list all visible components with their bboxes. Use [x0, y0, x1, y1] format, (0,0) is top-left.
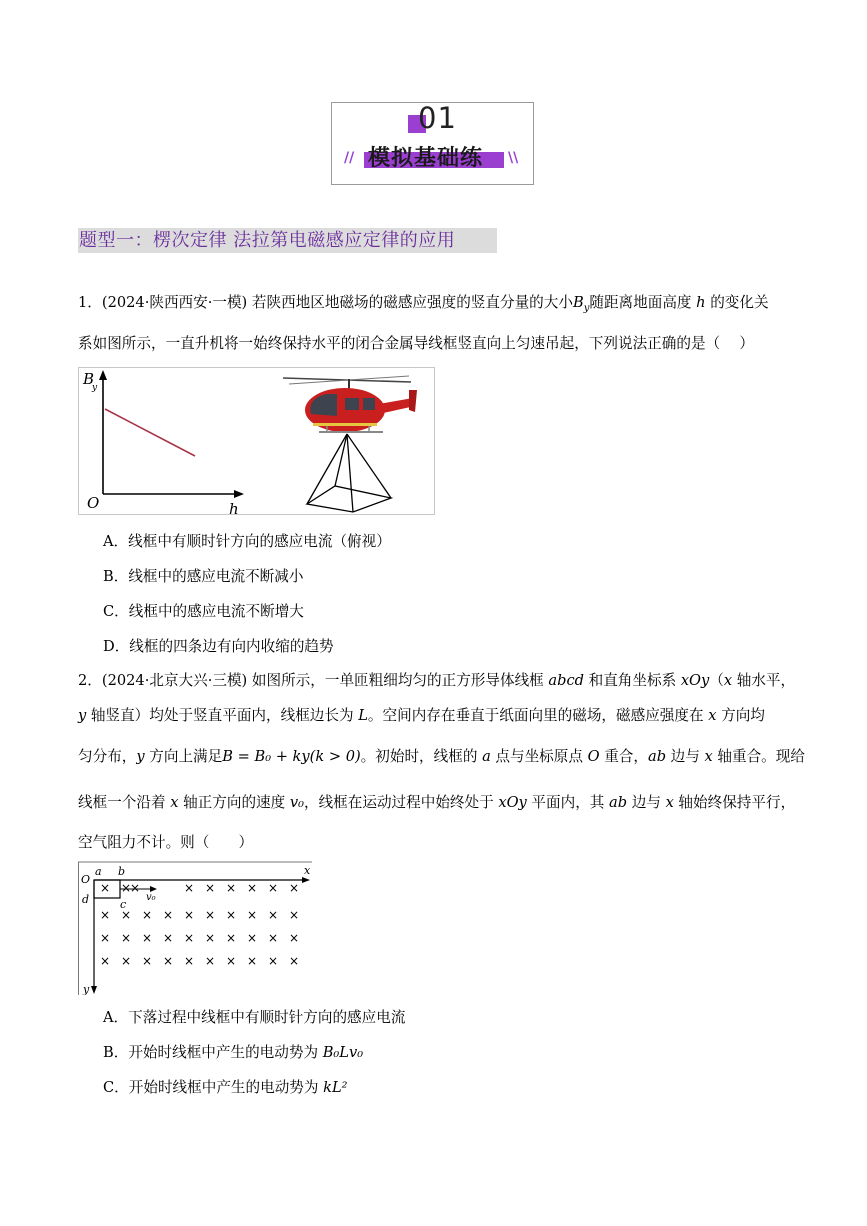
field-cross-mark: ×	[247, 954, 258, 968]
q1-option-a[interactable]: A．线框中有顺时针方向的感应电流（俯视）	[103, 533, 391, 550]
field-cross-mark: ×	[226, 931, 237, 945]
field-cross-mark: ×	[142, 931, 153, 945]
x-axis-arrow	[302, 877, 310, 883]
field-cross-mark: ×	[268, 908, 279, 922]
field-cross-mark: ×	[247, 908, 258, 922]
field-cross-mark: ×	[121, 881, 132, 895]
q2-figure	[78, 861, 312, 995]
right-slash-decoration: \\	[508, 150, 519, 166]
option-b-formula: B₀Lv₀	[322, 1044, 364, 1061]
corner-a-label: a	[95, 865, 102, 878]
y-axis-label: y	[83, 983, 90, 995]
q2-option-b[interactable]: B．开始时线框中产生的电动势为 B₀Lv₀	[103, 1044, 364, 1061]
y-axis-arrow	[99, 370, 107, 380]
field-cross-mark: ×	[184, 908, 195, 922]
corner-d-label: d	[82, 893, 90, 906]
field-cross-mark: ×	[289, 908, 300, 922]
field-cross-mark: ×	[100, 881, 111, 895]
field-cross-mark: ×	[226, 954, 237, 968]
field-cross-mark: ×	[163, 931, 174, 945]
q2-line-5: 空气阻力不计。则（ ）	[78, 834, 254, 851]
x-axis-label: x	[304, 864, 311, 877]
field-cross-mark: ×	[205, 931, 216, 945]
field-cross-mark: ×	[268, 931, 279, 945]
helicopter-illustration	[283, 376, 417, 432]
field-cross-mark: ×	[130, 881, 141, 895]
field-cross-mark: ×	[100, 908, 111, 922]
field-cross-mark: ×	[289, 881, 300, 895]
field-cross-mark: ×	[121, 931, 132, 945]
origin-label: O	[87, 494, 100, 512]
section-title: 题型一：楞次定律 法拉第电磁感应定律的应用	[79, 230, 456, 251]
y-axis-subscript: y	[92, 383, 98, 393]
corner-c-label: c	[120, 898, 127, 911]
y-axis-arrow	[91, 986, 97, 994]
field-cross-mark: ×	[163, 954, 174, 968]
field-cross-mark: ×	[163, 908, 174, 922]
field-cross-mark: ×	[226, 881, 237, 895]
q2-option-c[interactable]: C．开始时线框中产生的电动势为 kL²	[103, 1079, 348, 1096]
field-cross-mark: ×	[121, 954, 132, 968]
q2-line-4: 线框一个沿着 x 轴正方向的速度 v₀，线框在运动过程中始终处于 xOy 平面内，其 ab 边与 x 轴始终保持平行，	[78, 794, 796, 811]
badge-number: 01	[418, 101, 457, 135]
q2-line-2: y 轴竖直）均处于竖直平面内，线框边长为 L。空间内存在垂直于纸面向里的磁场，磁感应强度在 x 方向均	[78, 707, 765, 724]
velocity-label: v₀	[146, 892, 156, 903]
q2-option-a[interactable]: A．下落过程中线框中有顺时针方向的感应电流	[103, 1009, 406, 1026]
x-axis-arrow	[234, 490, 244, 498]
field-cross-mark: ×	[289, 931, 300, 945]
field-cross-mark: ×	[184, 881, 195, 895]
field-cross-mark: ×	[100, 954, 111, 968]
field-formula: B = B₀ + ky(k > 0)	[222, 748, 361, 765]
by-line	[105, 409, 195, 456]
q2-figure-svg	[78, 861, 312, 995]
q1-line-1: 1．(2024·陕西西安·一模) 若陕西地区地磁场的磁感应强度的竖直分量的大小$B_y$随距离地面高度 h 的变化关	[78, 294, 769, 314]
q1-option-c[interactable]: C．线框中的感应电流不断增大	[103, 603, 304, 620]
field-cross-mark: ×	[289, 954, 300, 968]
x-axis-label: h	[229, 500, 239, 514]
q1-option-d[interactable]: D．线框的四条边有向内收缩的趋势	[103, 638, 334, 655]
field-cross-mark: ×	[247, 881, 258, 895]
field-cross-mark: ×	[247, 931, 258, 945]
section-badge	[331, 102, 534, 185]
field-cross-mark: ×	[205, 954, 216, 968]
field-cross-mark: ×	[268, 881, 279, 895]
field-cross-mark: ×	[268, 954, 279, 968]
field-cross-mark: ×	[184, 954, 195, 968]
q1-option-b[interactable]: B．线框中的感应电流不断减小	[103, 568, 304, 585]
q1-line-2: 系如图所示，一直升机将一始终保持水平的闭合金属导线框竖直向上匀速吊起，下列说法正确的是（ ）	[78, 335, 754, 352]
magnetic-field-crosses	[100, 881, 299, 968]
q2-line-1: 2．(2024·北京大兴·三模) 如图所示，一单匝粗细均匀的正方形导体线框 abcd 和直角坐标系 xOy（x 轴水平，	[78, 672, 796, 689]
origin-label: O	[81, 873, 91, 886]
q1-figure-svg	[79, 368, 434, 514]
badge-title: 模拟基础练	[368, 146, 484, 171]
section-header	[78, 228, 497, 253]
field-cross-mark: ×	[100, 931, 111, 945]
field-cross-mark: ×	[142, 908, 153, 922]
field-cross-mark: ×	[226, 908, 237, 922]
corner-b-label: b	[118, 865, 126, 878]
field-cross-mark: ×	[205, 881, 216, 895]
y-axis-label: B	[83, 370, 95, 388]
field-cross-mark: ×	[121, 908, 132, 922]
q1-figure	[78, 367, 435, 515]
q2-line-3: 匀分布，y 方向上满足B = B₀ + ky(k > 0)。初始时，线框的 a 点与坐标原点 O 重合，ab 边与 x 轴重合。现给	[78, 748, 805, 765]
wire-frame-pyramid	[307, 434, 391, 512]
option-c-formula: kL²	[323, 1079, 348, 1096]
field-cross-mark: ×	[142, 954, 153, 968]
field-cross-mark: ×	[184, 931, 195, 945]
left-slash-decoration: //	[344, 150, 355, 166]
field-cross-mark: ×	[205, 908, 216, 922]
